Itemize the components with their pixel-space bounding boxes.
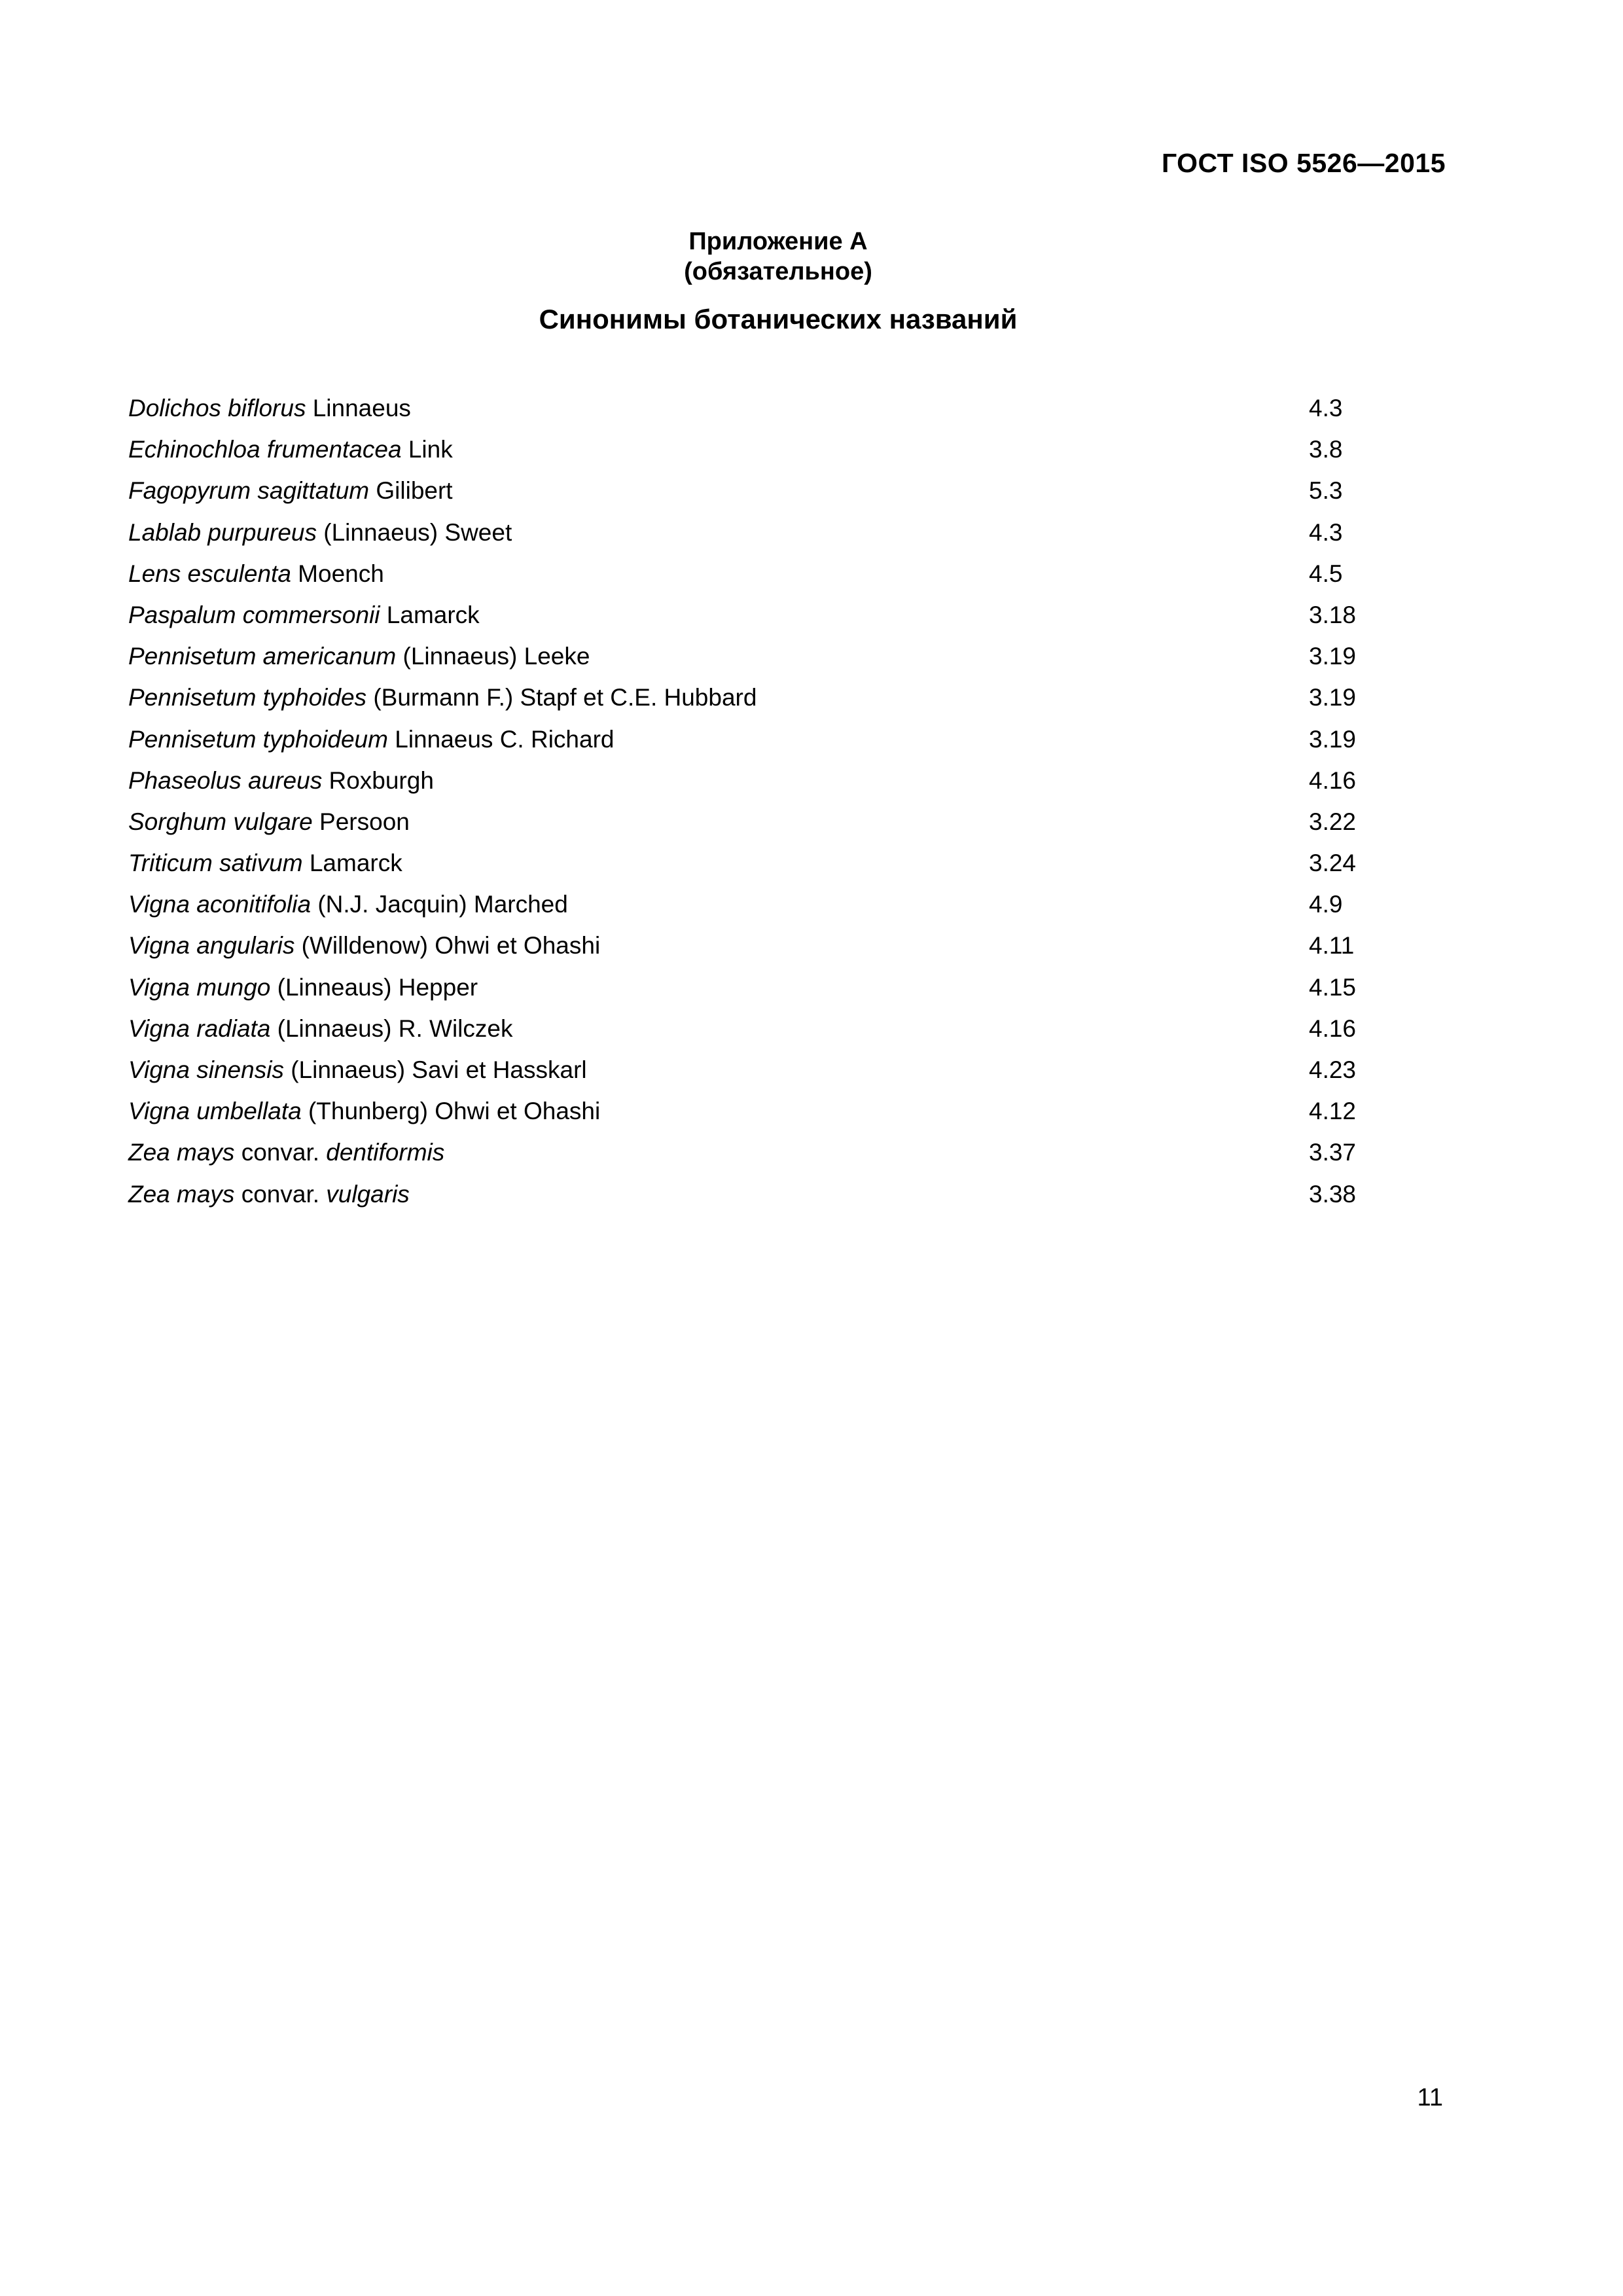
name-italic-part: Pennisetum typhoides (128, 684, 367, 711)
section-reference: 3.8 (1309, 436, 1343, 463)
botanical-name (128, 643, 590, 670)
name-plain-part: Roxburgh (322, 766, 434, 794)
section-reference: 4.15 (1309, 973, 1357, 1001)
section-reference: 3.24 (1309, 850, 1357, 877)
botanical-name (128, 601, 480, 628)
synonym-row (128, 429, 1424, 470)
name-plain-part: Persoon (312, 808, 410, 835)
name-italic-part: Dolichos biflorus (128, 395, 306, 422)
synonym-row (128, 1008, 1424, 1049)
name-plain-part: (Linnaeus) R. Wilczek (270, 1014, 513, 1042)
synonym-row (128, 884, 1424, 925)
section-reference: 3.18 (1309, 601, 1357, 628)
name-italic-part: Pennisetum americanum (128, 643, 397, 670)
synonym-row (128, 387, 1424, 429)
name-plain-part: (Thunberg) Ohwi et Ohashi (301, 1098, 601, 1125)
name-plain-part: Lamarck (302, 850, 402, 877)
annex-status: (обязательное) (684, 258, 872, 285)
name-plain-part: convar. (234, 1180, 327, 1208)
name-plain-part: (Linneaus) Hepper (270, 973, 478, 1001)
section-reference: 4.5 (1309, 560, 1343, 587)
name-plain-part: (Linnaeus) Savi et Hasskarl (283, 1056, 587, 1083)
section-reference: 4.9 (1309, 891, 1343, 918)
name-italic-part: vulgaris (326, 1180, 410, 1208)
name-italic-part: Zea mays (128, 1139, 235, 1166)
botanical-name (128, 436, 453, 463)
name-plain-part: (Linnaeus) Sweet (317, 518, 512, 546)
synonym-list (128, 387, 1424, 1215)
synonym-row (128, 801, 1424, 842)
botanical-name (128, 1139, 444, 1166)
name-italic-part: Echinochloa frumentacea (128, 436, 402, 463)
botanical-name (128, 808, 410, 835)
botanical-name (128, 1181, 410, 1208)
name-italic-part: Phaseolus aureus (128, 766, 323, 794)
section-reference: 4.23 (1309, 1056, 1357, 1083)
annex-title: Синонимы ботанических названий (539, 304, 1018, 334)
name-italic-part: Pennisetum typhoideum (128, 725, 388, 753)
synonym-row (128, 1090, 1424, 1132)
synonym-row (128, 512, 1424, 553)
synonym-row (128, 1132, 1424, 1173)
botanical-name (128, 519, 512, 546)
annex-label: Приложение А (688, 228, 868, 255)
name-plain-part: convar. (234, 1139, 327, 1166)
section-reference: 4.3 (1309, 518, 1343, 546)
section-reference: 4.16 (1309, 1014, 1357, 1042)
name-italic-part: Vigna aconitifolia (128, 891, 312, 918)
section-reference: 4.16 (1309, 766, 1357, 794)
section-reference: 4.12 (1309, 1098, 1357, 1125)
synonym-row (128, 677, 1424, 718)
botanical-name (128, 974, 478, 1001)
botanical-name (128, 560, 384, 587)
synonym-row (128, 842, 1424, 884)
section-reference: 4.3 (1309, 395, 1343, 422)
synonym-row (128, 967, 1424, 1008)
synonym-row (128, 719, 1424, 760)
synonym-row (128, 470, 1424, 511)
section-reference: 4.11 (1309, 932, 1355, 960)
section-reference: 3.19 (1309, 643, 1357, 670)
section-reference: 3.19 (1309, 684, 1357, 711)
name-italic-part: Lens esculenta (128, 560, 291, 587)
name-italic-part: Vigna sinensis (128, 1056, 284, 1083)
name-italic-part: Vigna angularis (128, 932, 295, 960)
botanical-name (128, 891, 568, 918)
name-plain-part: (Linnaeus) Leeke (396, 643, 590, 670)
name-italic-part: Vigna umbellata (128, 1098, 302, 1125)
name-plain-part: Linnaeus C. Richard (387, 725, 615, 753)
document-code: ГОСТ ISO 5526—2015 (1161, 148, 1446, 178)
name-plain-part: Gilibert (369, 477, 453, 505)
botanical-name (128, 850, 402, 876)
name-italic-part: Zea mays (128, 1180, 235, 1208)
botanical-name (128, 767, 434, 794)
name-plain-part: Lamarck (380, 601, 480, 628)
section-reference: 3.38 (1309, 1180, 1357, 1208)
synonym-row (128, 760, 1424, 801)
name-italic-part: dentiformis (326, 1139, 445, 1166)
name-italic-part: Sorghum vulgare (128, 808, 313, 835)
name-plain-part: (Willdenow) Ohwi et Ohashi (294, 932, 601, 960)
botanical-name (128, 1056, 587, 1083)
synonym-row (128, 553, 1424, 594)
name-italic-part: Lablab purpureus (128, 518, 317, 546)
botanical-name (128, 1015, 512, 1042)
name-italic-part: Fagopyrum sagittatum (128, 477, 370, 505)
name-italic-part: Paspalum commersonii (128, 601, 380, 628)
name-plain-part: (Burmann F.) Stapf et C.E. Hubbard (366, 684, 757, 711)
section-reference: 3.19 (1309, 725, 1357, 753)
synonym-row (128, 1049, 1424, 1090)
botanical-name (128, 477, 453, 504)
name-plain-part: Linnaeus (306, 395, 411, 422)
botanical-name (128, 932, 600, 959)
name-plain-part: Moench (291, 560, 384, 587)
name-plain-part: Link (401, 436, 453, 463)
synonym-row (128, 594, 1424, 636)
botanical-name (128, 395, 411, 422)
page-number: 11 (1417, 2084, 1443, 2111)
botanical-name (128, 726, 615, 753)
synonym-row (128, 636, 1424, 677)
name-italic-part: Triticum sativum (128, 850, 303, 877)
name-italic-part: Vigna radiata (128, 1014, 271, 1042)
section-reference: 5.3 (1309, 477, 1343, 505)
section-reference: 3.37 (1309, 1139, 1357, 1166)
synonym-row (128, 1174, 1424, 1215)
botanical-name (128, 1098, 600, 1124)
synonym-row (128, 925, 1424, 966)
section-reference: 3.22 (1309, 808, 1357, 835)
name-italic-part: Vigna mungo (128, 973, 271, 1001)
botanical-name (128, 684, 757, 711)
name-plain-part: (N.J. Jacquin) Marched (311, 891, 568, 918)
